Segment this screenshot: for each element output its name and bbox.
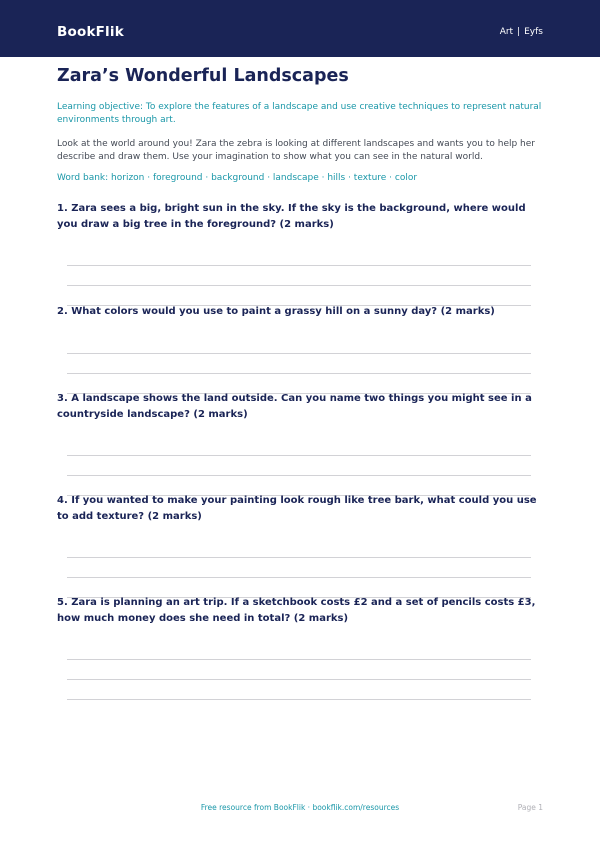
- answer-line[interactable]: [67, 699, 531, 700]
- breadcrumb: [500, 27, 543, 37]
- answer-line[interactable]: [67, 659, 531, 660]
- footer-text: Free resource from BookFlik · bookflik.com/resources: [200, 803, 400, 812]
- page-header: [0, 0, 600, 57]
- question-4: 4. If you wanted to make your painting look rough like tree bark, what could you use to add texture? (2 marks): [57, 495, 537, 522]
- question-1: 1. Zara sees a big, bright sun in the sky. If the sky is the background, where would you draw a big tree in the foreground? (2 marks): [57, 203, 526, 230]
- word-bank: Word bank: horizon · foreground · background · landscape · hills · texture · color: [57, 173, 418, 183]
- question-5: 5. Zara is planning an art trip. If a sketchbook costs £2 and a set of pencils costs £3, how much money does she need in total? (2 marks): [57, 597, 536, 624]
- page-title: Zara’s Wonderful Landscapes: [57, 66, 349, 86]
- answer-line[interactable]: [67, 679, 531, 680]
- subject-label: Art: [499, 27, 514, 37]
- question-3: 3. A landscape shows the land outside. Can you name two things you might see in a countryside landscape? (2 marks): [57, 393, 532, 420]
- answer-line[interactable]: [67, 475, 531, 476]
- breadcrumb-separator: |: [517, 27, 521, 37]
- answer-line[interactable]: [67, 373, 531, 374]
- answer-line[interactable]: [67, 265, 531, 266]
- page-number: Page 1: [517, 803, 543, 812]
- level-label: Eyfs: [524, 27, 543, 37]
- answer-line[interactable]: [67, 557, 531, 558]
- learning-objective: Learning objective: To explore the features of a landscape and use creative techniques to represent natural environments through art.: [57, 102, 542, 125]
- brand-logo: BookFlik: [57, 24, 124, 40]
- answer-line[interactable]: [67, 577, 531, 578]
- intro-paragraph: Look at the world around you! Zara the zebra is looking at different landscapes and wants you to help her describe and draw them. Use your imagination to show what you can see in the natural world.: [57, 139, 535, 162]
- question-2: 2. What colors would you use to paint a grassy hill on a sunny day? (2 marks): [57, 306, 495, 317]
- answer-line[interactable]: [67, 285, 531, 286]
- answer-line[interactable]: [67, 353, 531, 354]
- answer-line[interactable]: [67, 455, 531, 456]
